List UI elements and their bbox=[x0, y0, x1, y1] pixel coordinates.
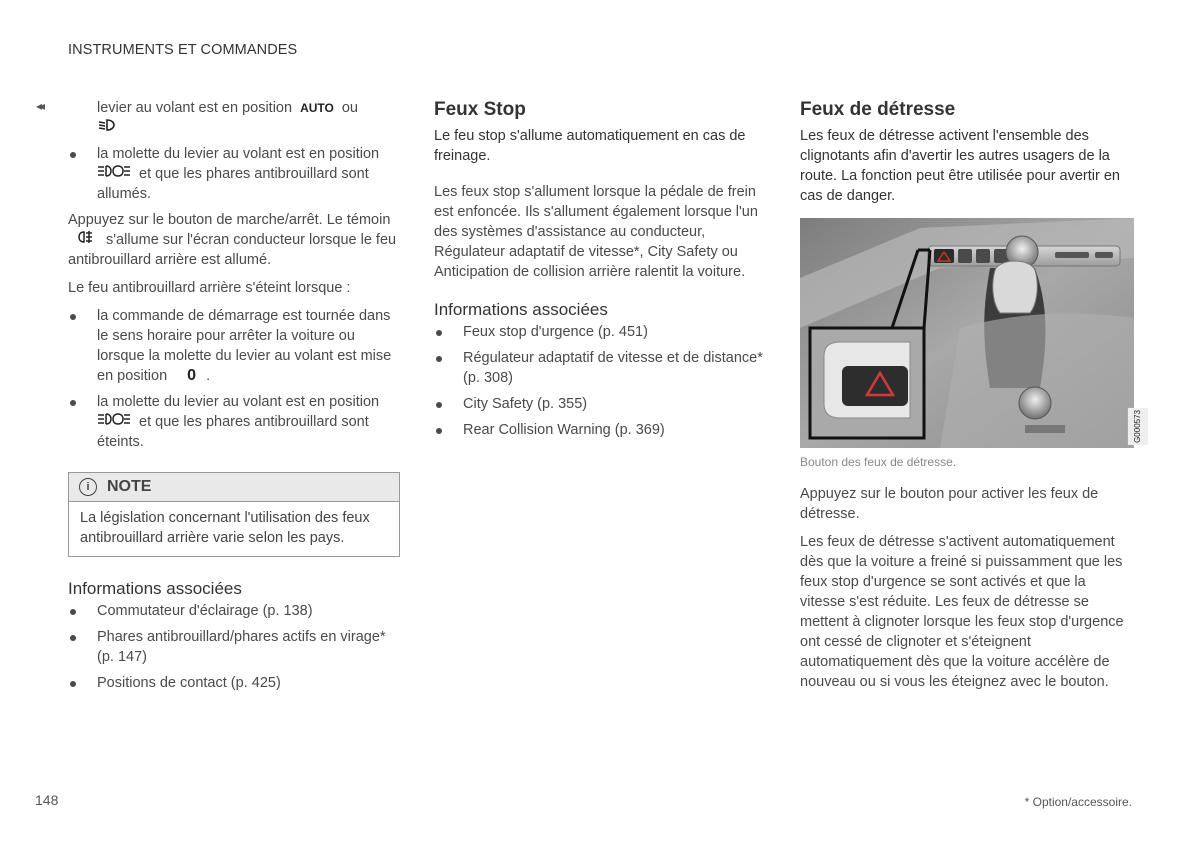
text-fragment: levier au volant est en position bbox=[97, 100, 293, 116]
zero-position-symbol: 0 bbox=[187, 367, 197, 385]
lead-paragraph: Le feu stop s'allume automatiquement en cas de freinage. bbox=[434, 128, 746, 164]
front-fog-light-icon bbox=[97, 164, 131, 184]
column-right bbox=[800, 98, 1142, 700]
section-header: INSTRUMENTS ET COMMANDES bbox=[68, 42, 298, 58]
info-icon: i bbox=[79, 478, 97, 496]
related-info-title: Informations associées bbox=[68, 579, 242, 599]
note-box bbox=[68, 472, 400, 557]
related-link[interactable]: Régulateur adaptatif de vitesse et de distance* (p. 308) bbox=[434, 348, 769, 388]
paragraph: Les feux de détresse s'activent automatiquement dès que la voiture a freiné si puissamment que les feux stop d'urgence se sont activés et que la vitesse s'est réduite. Les feux de détresse se mettent à clignoter lorsque les feux stop d'urgence ont cessé de clignoter et s'éteignent automatiquement dès que la voiture accélère de nouveau ou si vous les éteignez avec le bouton. bbox=[800, 534, 1124, 690]
paragraph: Appuyez sur le bouton pour activer les feux de détresse. bbox=[800, 486, 1099, 522]
text-fragment: la commande de démarrage est tournée dans le sens horaire pour arrêter la voiture ou lorsque la molette du levier au volant est mise en position bbox=[97, 308, 392, 385]
low-beam-icon bbox=[97, 118, 117, 138]
continued-bullet-text bbox=[68, 98, 400, 138]
page-number: 148 bbox=[35, 792, 59, 808]
text-fragment: s'allume sur l'écran conducteur lorsque le feu antibrouillard arrière est allumé. bbox=[68, 232, 397, 269]
auto-symbol: AUTO bbox=[300, 101, 334, 116]
text-fragment: . bbox=[206, 368, 211, 385]
paragraph: Les feux stop s'allument lorsque la pédale de frein est enfoncée. Ils s'allument également lorsque l'un des systèmes d'assistance au conducteur, Régulateur adaptatif de vitesse*, City Safety ou Anticipation de collision arrière ralentit la voiture. bbox=[434, 184, 758, 280]
paragraph: Le feu antibrouillard arrière s'éteint lorsque : bbox=[68, 280, 351, 297]
continued-arrow-icon: ◂◂ bbox=[36, 99, 43, 113]
section-title-hazard-lights: Feux de détresse bbox=[800, 99, 956, 120]
related-link[interactable]: Rear Collision Warning (p. 369) bbox=[434, 420, 769, 440]
list-item bbox=[68, 144, 400, 204]
section-title-brake-lights: Feux Stop bbox=[434, 99, 526, 120]
list-item bbox=[68, 306, 400, 386]
column-left bbox=[68, 98, 400, 699]
text-fragment: la molette du levier au volant est en position bbox=[97, 146, 380, 163]
hazard-button-photo bbox=[800, 218, 1142, 448]
column-middle bbox=[434, 98, 769, 446]
related-link[interactable]: Phares antibrouillard/phares actifs en virage* (p. 147) bbox=[68, 627, 400, 667]
related-info-title: Informations associées bbox=[434, 300, 608, 319]
text-fragment: ou bbox=[341, 100, 358, 116]
rear-fog-light-icon bbox=[76, 230, 94, 250]
related-link[interactable]: Feux stop d'urgence (p. 451) bbox=[434, 322, 769, 342]
related-link[interactable]: Commutateur d'éclairage (p. 138) bbox=[68, 601, 400, 621]
car-console-illustration bbox=[800, 218, 1134, 448]
text-fragment: Appuyez sur le bouton de marche/arrêt. Le témoin bbox=[68, 212, 391, 229]
related-link[interactable]: Positions de contact (p. 425) bbox=[68, 673, 400, 693]
photo-caption: Bouton des feux de détresse. bbox=[800, 455, 957, 469]
lead-paragraph: Les feux de détresse activent l'ensemble des clignotants afin d'avertir les autres usagers de la route. La fonction peut être utilisée pour avertir en cas de danger. bbox=[800, 128, 1120, 204]
text-fragment: et que les phares antibrouillard sont éteints. bbox=[97, 414, 369, 451]
related-link[interactable]: City Safety (p. 355) bbox=[434, 394, 769, 414]
photo-code: G000573 bbox=[1128, 408, 1148, 445]
note-header bbox=[69, 473, 399, 502]
note-text: La législation concernant l'utilisation des feux antibrouillard arrière varie selon les pays. bbox=[80, 510, 370, 547]
text-fragment: la molette du levier au volant est en position bbox=[97, 394, 380, 411]
front-fog-light-icon bbox=[97, 412, 131, 432]
list-item bbox=[68, 392, 400, 452]
note-title: NOTE bbox=[107, 478, 152, 496]
paragraph bbox=[68, 210, 400, 270]
text-fragment: et que les phares antibrouillard sont allumés. bbox=[97, 166, 369, 203]
footnote: * Option/accessoire. bbox=[1024, 795, 1132, 809]
